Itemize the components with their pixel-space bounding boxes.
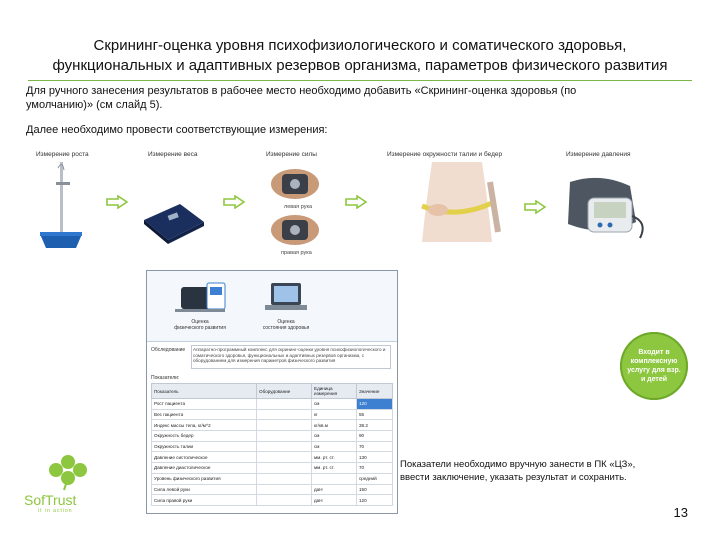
tile-physical-icon <box>161 277 239 317</box>
table-row[interactable] <box>152 484 393 495</box>
row-name: Индекс массы тела, кг/м^2 <box>152 420 257 431</box>
table-row[interactable] <box>152 420 393 431</box>
row-equipment <box>257 441 312 452</box>
row-equipment <box>257 409 312 420</box>
row-equipment <box>257 431 312 442</box>
indicators-label: Показатели: <box>151 375 180 381</box>
description-field[interactable]: Аппаратно-программный комплекс для скрининг-оценки уровня психофизиологического и соматического здоровья, функциональных и адаптивных резервов организма, с оборудованием для измерения параметров физического развития <box>191 345 391 369</box>
row-value[interactable]: 150 <box>357 484 393 495</box>
row-name: Сила правой руки <box>152 495 257 506</box>
row-name: Окружность талии <box>152 441 257 452</box>
grip-right-label: правая рука <box>281 250 312 256</box>
row-name: Окружность бедер <box>152 431 257 442</box>
measurements-heading: Далее необходимо провести соответствующие измерения: <box>26 124 328 136</box>
column-header: Значение <box>357 384 393 399</box>
tile-physical-caption <box>161 319 239 331</box>
row-unit: см <box>312 399 357 410</box>
row-equipment <box>257 484 312 495</box>
table-row[interactable] <box>152 452 393 463</box>
instruction-note <box>400 459 700 484</box>
slide-title <box>20 36 700 76</box>
row-name: Давление систолическое <box>152 452 257 463</box>
table-row[interactable] <box>152 495 393 506</box>
logo-subtext: it in action <box>38 508 73 514</box>
service-badge <box>620 332 688 400</box>
row-unit: кг/кв.м <box>312 420 357 431</box>
title-divider <box>28 80 692 81</box>
table-row[interactable] <box>152 409 393 420</box>
step-strength-label: Измерение силы <box>266 151 317 158</box>
row-unit: даН <box>312 484 357 495</box>
row-value[interactable]: 90 <box>357 431 393 442</box>
row-value[interactable]: 120 <box>357 399 393 410</box>
tile-health-caption-1: Оценка <box>277 319 295 325</box>
description-label: Обследование <box>151 347 186 353</box>
intro-line-1: Для ручного занесения результатов в рабочее место необходимо добавить «Скрининг-оценка здоровья (по <box>26 85 577 97</box>
row-value[interactable]: 130 <box>357 452 393 463</box>
blood-pressure-monitor-image <box>560 172 650 248</box>
dynamometer-right-image <box>268 212 322 248</box>
row-name: Уровень физического развития <box>152 473 257 484</box>
table-row[interactable] <box>152 431 393 442</box>
column-header: Единица измерения <box>312 384 357 399</box>
logo-text: SofTrust <box>24 492 77 508</box>
row-value[interactable]: 70 <box>357 463 393 474</box>
row-equipment <box>257 463 312 474</box>
tile-health-caption <box>247 319 325 331</box>
table-row[interactable] <box>152 463 393 474</box>
row-name: Сила левой руки <box>152 484 257 495</box>
tile-physical-development[interactable] <box>161 277 239 335</box>
row-unit: даН <box>312 495 357 506</box>
service-badge-text: Входит в комплексную услугу для взр. и детей <box>627 349 681 383</box>
grip-left-label: левая рука <box>284 204 313 210</box>
tile-health-state[interactable] <box>247 277 325 335</box>
intro-line-2: умолчанию)» (см слайд 5). <box>26 99 163 111</box>
row-equipment <box>257 452 312 463</box>
row-value[interactable]: 70 <box>357 441 393 452</box>
row-unit: кг <box>312 409 357 420</box>
arrow-right-icon <box>524 200 546 214</box>
step-height-label: Измерение роста <box>36 151 89 158</box>
tile-health-icon <box>247 277 325 317</box>
row-unit: мм. рт. ст. <box>312 463 357 474</box>
row-unit: см <box>312 441 357 452</box>
slide-title-line-2: функциональных и адаптивных резервов организма, параметров физического развития <box>52 57 668 74</box>
waist-measure-image <box>402 162 512 242</box>
arrow-right-icon <box>106 195 128 209</box>
intro-paragraph <box>26 84 686 112</box>
row-name: Вес пациента <box>152 409 257 420</box>
indicators-table <box>151 383 393 506</box>
instruction-line-2: ввести заключение, указать результат и сохранить. <box>400 471 627 483</box>
row-value[interactable]: 55 <box>357 409 393 420</box>
dynamometer-left-image <box>268 166 322 202</box>
column-header: Показатель <box>152 384 257 399</box>
step-waist-label: Измерение окружности талии и бедер <box>387 151 503 158</box>
tile-physical-caption-2: физического развития <box>174 325 226 331</box>
step-weight-label: Измерение веса <box>148 151 198 158</box>
instruction-line-1: Показатели необходимо вручную занести в ПК «ЦЗ», <box>400 459 636 470</box>
row-unit <box>312 473 357 484</box>
program-screenshot <box>146 270 398 514</box>
tile-health-caption-2: состояния здоровья <box>262 325 310 331</box>
arrow-right-icon <box>223 195 245 209</box>
stadiometer-image <box>36 160 86 250</box>
row-value[interactable]: 120 <box>357 495 393 506</box>
row-name: Рост пациента <box>152 399 257 410</box>
page-number: 13 <box>673 505 688 520</box>
table-row[interactable] <box>152 441 393 452</box>
row-equipment <box>257 495 312 506</box>
row-value[interactable]: 38.2 <box>357 420 393 431</box>
row-value[interactable]: средний <box>357 473 393 484</box>
arrow-right-icon <box>345 195 367 209</box>
tile-physical-caption-1: Оценка <box>191 319 209 325</box>
scale-image <box>138 200 208 246</box>
row-unit: см <box>312 431 357 442</box>
row-equipment <box>257 420 312 431</box>
table-row[interactable] <box>152 399 393 410</box>
step-pressure-label: Измерение давления <box>566 151 631 158</box>
table-row[interactable] <box>152 473 393 484</box>
row-equipment <box>257 473 312 484</box>
service-tiles-panel <box>147 271 397 342</box>
column-header: Оборудование <box>257 384 312 399</box>
slide-title-line-1: Скрининг-оценка уровня психофизиологического и соматического здоровья, <box>93 37 627 54</box>
row-equipment <box>257 399 312 410</box>
row-name: Давление диастолическое <box>152 463 257 474</box>
row-unit: мм. рт. ст. <box>312 452 357 463</box>
table-header-row <box>152 384 393 399</box>
